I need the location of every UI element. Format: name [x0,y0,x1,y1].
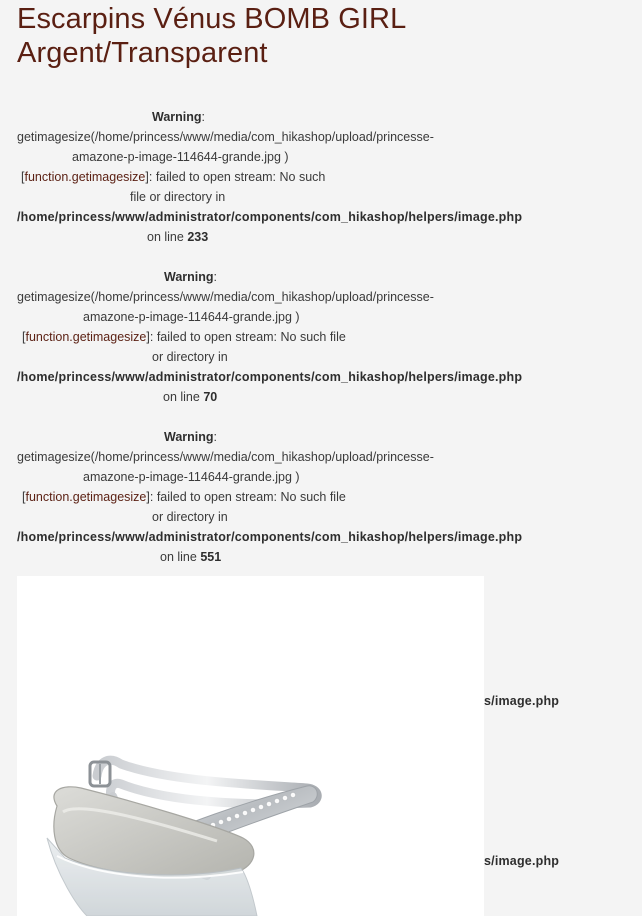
warning-call-line-1: getimagesize(/home/princess/www/media/com_hikashop/upload/princesse- [17,290,434,304]
product-image[interactable] [17,576,484,916]
warning-file-path: /home/princess/www/administrator/components/com_hikashop/helpers/image.php [17,530,523,544]
warning-call-line-2: amazone-p-image-114644-grande.jpg ) [83,470,300,484]
line-number: 551 [200,550,222,564]
warning-message-line-1: [function.getimagesize]: failed to open stream: No such file [22,490,346,504]
silver-sandal-illustration [17,576,484,916]
warning-heading: Warning: [152,110,206,124]
function-link[interactable]: function.getimagesize [25,330,147,344]
obscured-file-path-tail: s/image.php [484,854,560,868]
warning-line-ref: on line 233 [147,230,209,244]
product-title [17,2,406,70]
warning-heading: Warning: [164,430,218,444]
warning-label: Warning [152,110,202,124]
warning-call-line-1: getimagesize(/home/princess/www/media/com_hikashop/upload/princesse- [17,450,434,464]
function-link[interactable]: function.getimagesize [24,170,146,184]
warning-message-line-1: [function.getimagesize]: failed to open stream: No such [21,170,326,184]
warning-call-line-1: getimagesize(/home/princess/www/media/com_hikashop/upload/princesse- [17,130,434,144]
line-number: 70 [203,390,218,404]
warning-message-line-2: file or directory in [130,190,226,204]
warning-message-line-2: or directory in [152,510,228,524]
warning-call-line-2: amazone-p-image-114644-grande.jpg ) [72,150,289,164]
warning-message-line-2: or directory in [152,350,228,364]
warning-file-path: /home/princess/www/administrator/components/com_hikashop/helpers/image.php [17,210,523,224]
function-link[interactable]: function.getimagesize [25,490,147,504]
product-title-line-2: Argent/Transparent [17,37,268,69]
warning-label: Warning [164,270,214,284]
warning-file-path: /home/princess/www/administrator/components/com_hikashop/helpers/image.php [17,370,523,384]
warning-heading: Warning: [164,270,218,284]
warning-label: Warning [164,430,214,444]
warning-line-ref: on line 70 [163,390,218,404]
obscured-file-path-tail: s/image.php [484,694,560,708]
warning-call-line-2: amazone-p-image-114644-grande.jpg ) [83,310,300,324]
line-number: 233 [187,230,209,244]
warning-message-line-1: [function.getimagesize]: failed to open stream: No such file [22,330,346,344]
warning-line-ref: on line 551 [160,550,222,564]
product-title-line-1: Escarpins Vénus BOMB GIRL [17,3,407,35]
